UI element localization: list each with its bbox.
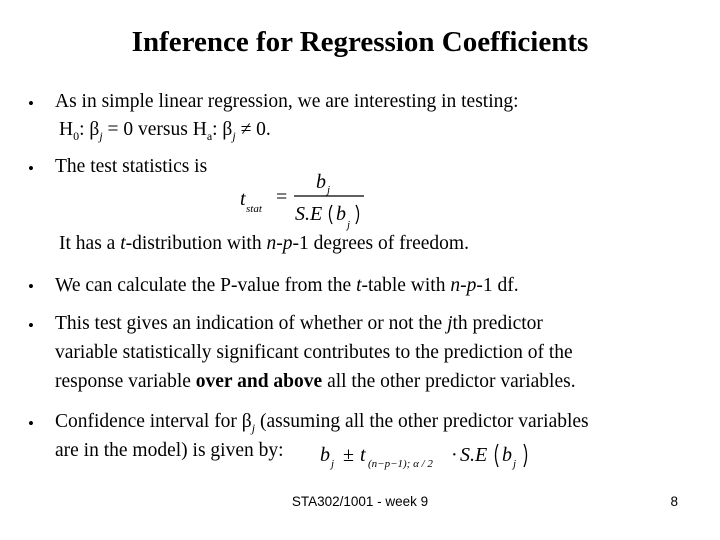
ci-t: t — [360, 444, 366, 466]
confidence-interval-formula — [318, 436, 558, 476]
bullet-4-line-1: This test gives an indication of whether or not the jth predictor — [55, 313, 543, 334]
bullet-1-hypotheses: $H_0$: $\beta_j = 0$ versus $H_a$: $\beta_j \ne 0$. — [59, 119, 271, 143]
formula-numerator-sub: j — [327, 184, 331, 196]
ci-se-arg: b — [502, 444, 512, 466]
ci-plus-minus: ± — [343, 444, 354, 466]
ci-se: S.E — [460, 444, 488, 466]
ci-b-sub: j — [331, 458, 335, 470]
formula-numerator: b — [316, 171, 326, 193]
bullet-marker: • — [28, 94, 34, 113]
bullet-marker: • — [28, 316, 34, 335]
ci-se-sub: j — [513, 458, 517, 470]
bullet-4-line-2: variable statistically significant contributes to the prediction of the — [55, 342, 573, 363]
footer-course: STA302/1001 - week 9 — [291, 494, 429, 509]
bullet-marker: • — [28, 414, 34, 433]
ci-paren-left — [496, 444, 499, 467]
ci-paren-right — [524, 444, 527, 467]
bullet-marker: • — [28, 277, 34, 296]
formula-equals: = — [276, 186, 288, 208]
slide-title: Inference for Regression Coefficients — [131, 26, 589, 58]
formula-lhs-sub: stat — [246, 203, 262, 215]
t-stat-formula — [230, 170, 380, 232]
formula-denominator: S.E — [295, 203, 323, 225]
footer-page-number: 8 — [670, 494, 678, 509]
bullet-1-line-1: As in simple linear regression, we are interesting in testing: — [55, 91, 519, 112]
ci-t-sub: (n−p−1); α / 2 — [368, 458, 433, 470]
formula-denominator-sub: j — [347, 219, 351, 231]
bullet-marker: • — [28, 159, 34, 178]
formula-lhs: t — [240, 188, 246, 210]
formula-denominator-arg: b — [336, 203, 346, 225]
bullet-2-line-1: The test statistics is — [55, 156, 208, 177]
bullet-5-line-2: are in the model) is given by: — [55, 440, 284, 461]
bullet-3-line-1: We can calculate the P-value from the t-table with n-p-1 df. — [55, 275, 519, 296]
bullet-2-distribution: It has a t-distribution with n-p-1 degrees of freedom. — [59, 233, 469, 254]
bullet-5-line-1: Confidence interval for $\beta_j$ (assuming all the other predictor variables — [55, 411, 589, 435]
paren-left — [330, 205, 333, 224]
ci-b: b — [320, 444, 330, 466]
bullet-4-line-3: response variable over and above all the other predictor variables. — [55, 371, 576, 392]
ci-dot: · — [451, 444, 458, 466]
paren-right — [356, 205, 359, 224]
